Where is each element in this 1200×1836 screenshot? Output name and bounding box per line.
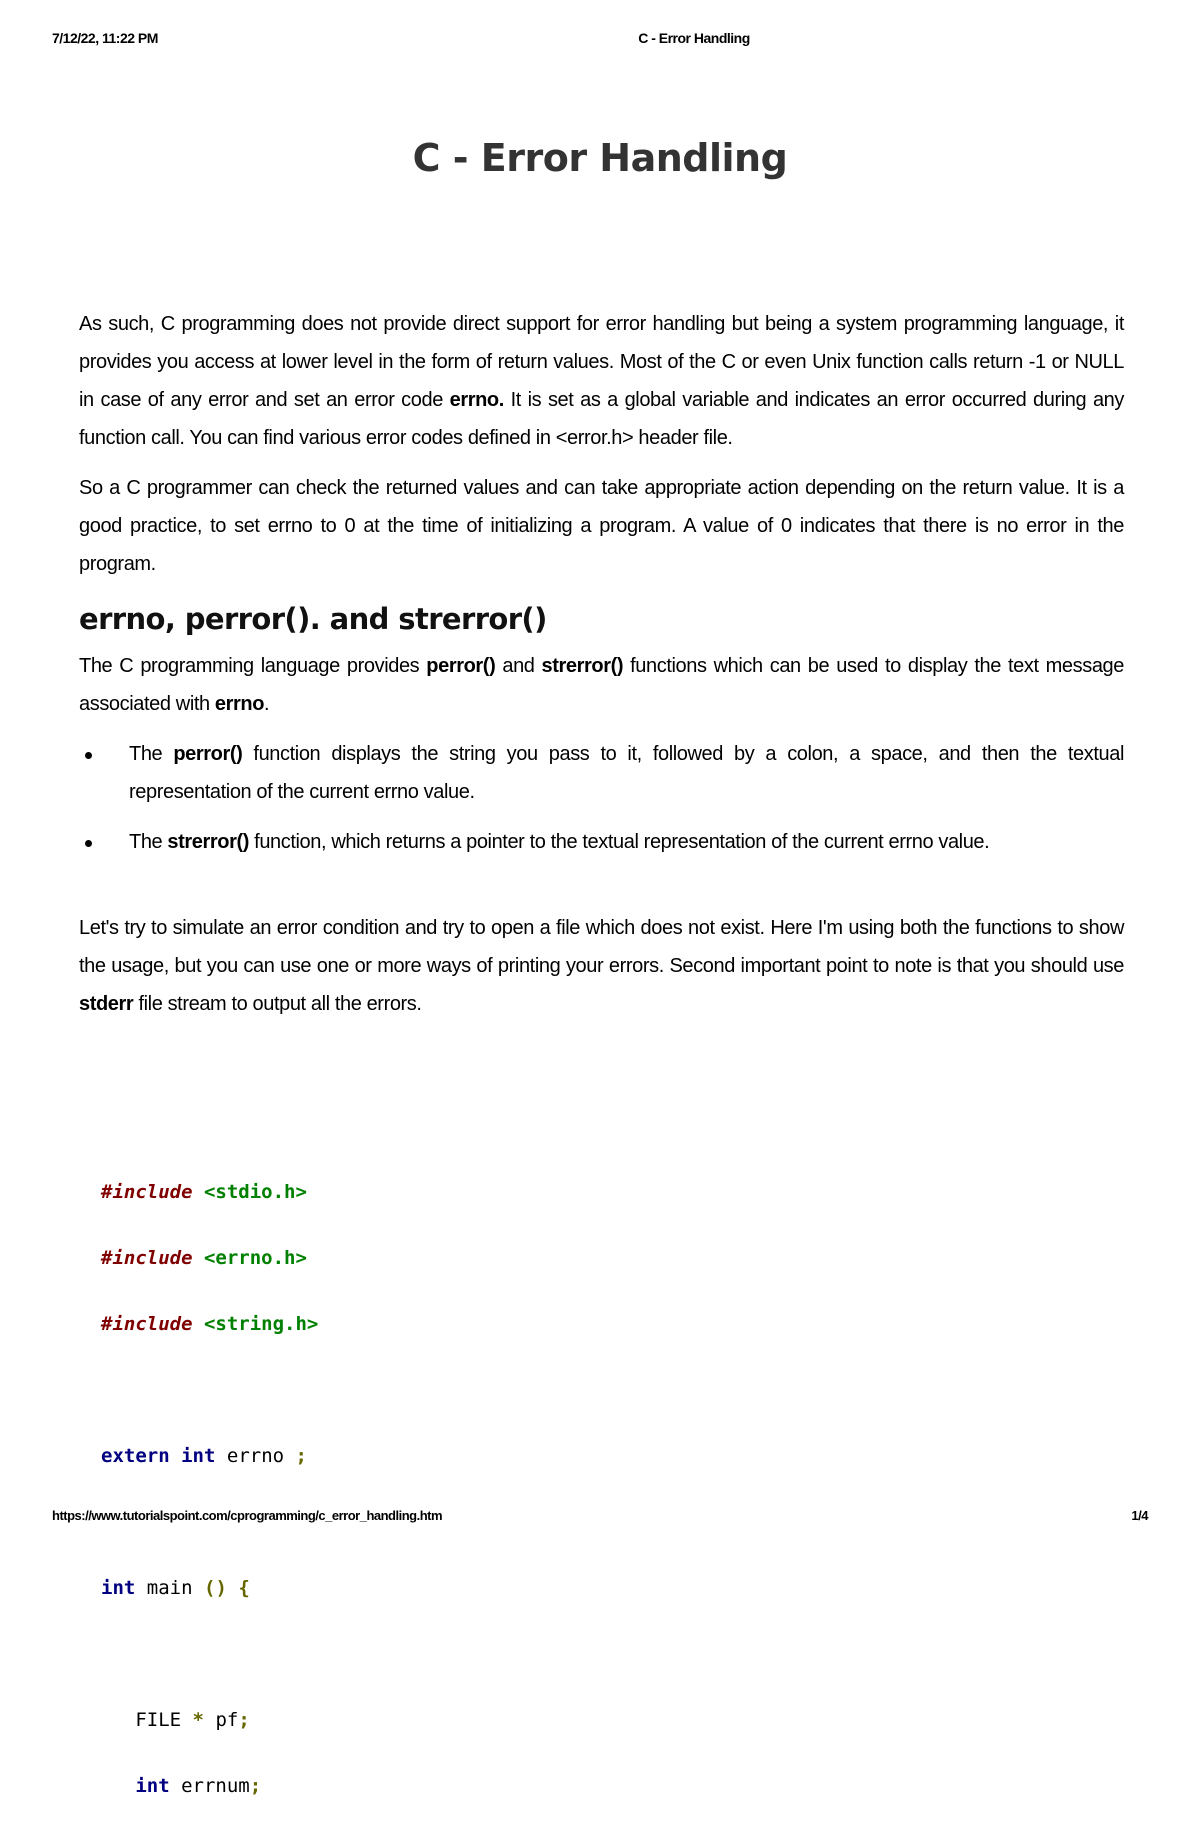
code-line: #include <string.h> bbox=[101, 1313, 319, 1335]
function-list bbox=[79, 735, 1124, 861]
print-footer bbox=[0, 1508, 1200, 1528]
code-line: FILE * pf; bbox=[135, 1709, 250, 1731]
print-date: 7/12/22, 11:22 PM bbox=[52, 30, 158, 46]
page-url: https://www.tutorialspoint.com/cprogramming/c_error_handling.htm bbox=[52, 1508, 443, 1523]
code-line: extern int errno ; bbox=[101, 1445, 307, 1467]
intro-paragraph-1: As such, C programming does not provide direct support for error handling but being a system programming language, it provides you access at lower level in the form of return values. Most of the C or even Unix function calls return -1 or NULL in case of any error and set an error code errno. It is set as a global variable and indicates an error occurred during any function call. You can find various error codes defined in <error.h> header file. bbox=[79, 313, 1124, 449]
article-content bbox=[79, 305, 1124, 1035]
section-paragraph: The C programming language provides perror() and strerror() functions which can be used to display the text message associated with errno. bbox=[79, 655, 1125, 715]
code-line: int errnum; bbox=[135, 1775, 262, 1797]
intro-paragraph-2: So a C programmer can check the returned values and can take appropriate action depending on the return value. It is a good practice, to set errno to 0 at the time of initializing a program. A value of 0 indicates that there is no error in the program. bbox=[79, 477, 1124, 575]
print-doc-title: C - Error Handling bbox=[638, 30, 750, 46]
bullet-icon bbox=[85, 840, 92, 847]
section-heading: errno, perror(). and strerror() bbox=[79, 602, 547, 636]
bullet-icon bbox=[85, 752, 92, 759]
list-item: The perror() function displays the string you pass to it, followed by a colon, a space, and then the textual representation of the current errno value. bbox=[79, 735, 1124, 811]
list-item: The strerror() function, which returns a pointer to the textual representation of the current errno value. bbox=[79, 823, 1124, 861]
code-line: #include <stdio.h> bbox=[101, 1181, 307, 1203]
code-line: int main () { bbox=[101, 1577, 250, 1599]
code-block bbox=[101, 1143, 1101, 1836]
page-title: C - Error Handling bbox=[412, 136, 788, 180]
page-number: 1/4 bbox=[1131, 1508, 1148, 1523]
example-paragraph: Let's try to simulate an error condition and try to open a file which does not exist. Here I'm using both the functions to show the usage, but you can use one or more ways of printing your errors. Second important point to note is that you should use stderr file stream to output all the errors. bbox=[79, 917, 1124, 1015]
print-header bbox=[0, 30, 1200, 50]
errno-term: errno. bbox=[449, 389, 504, 411]
code-line: #include <errno.h> bbox=[101, 1247, 307, 1269]
